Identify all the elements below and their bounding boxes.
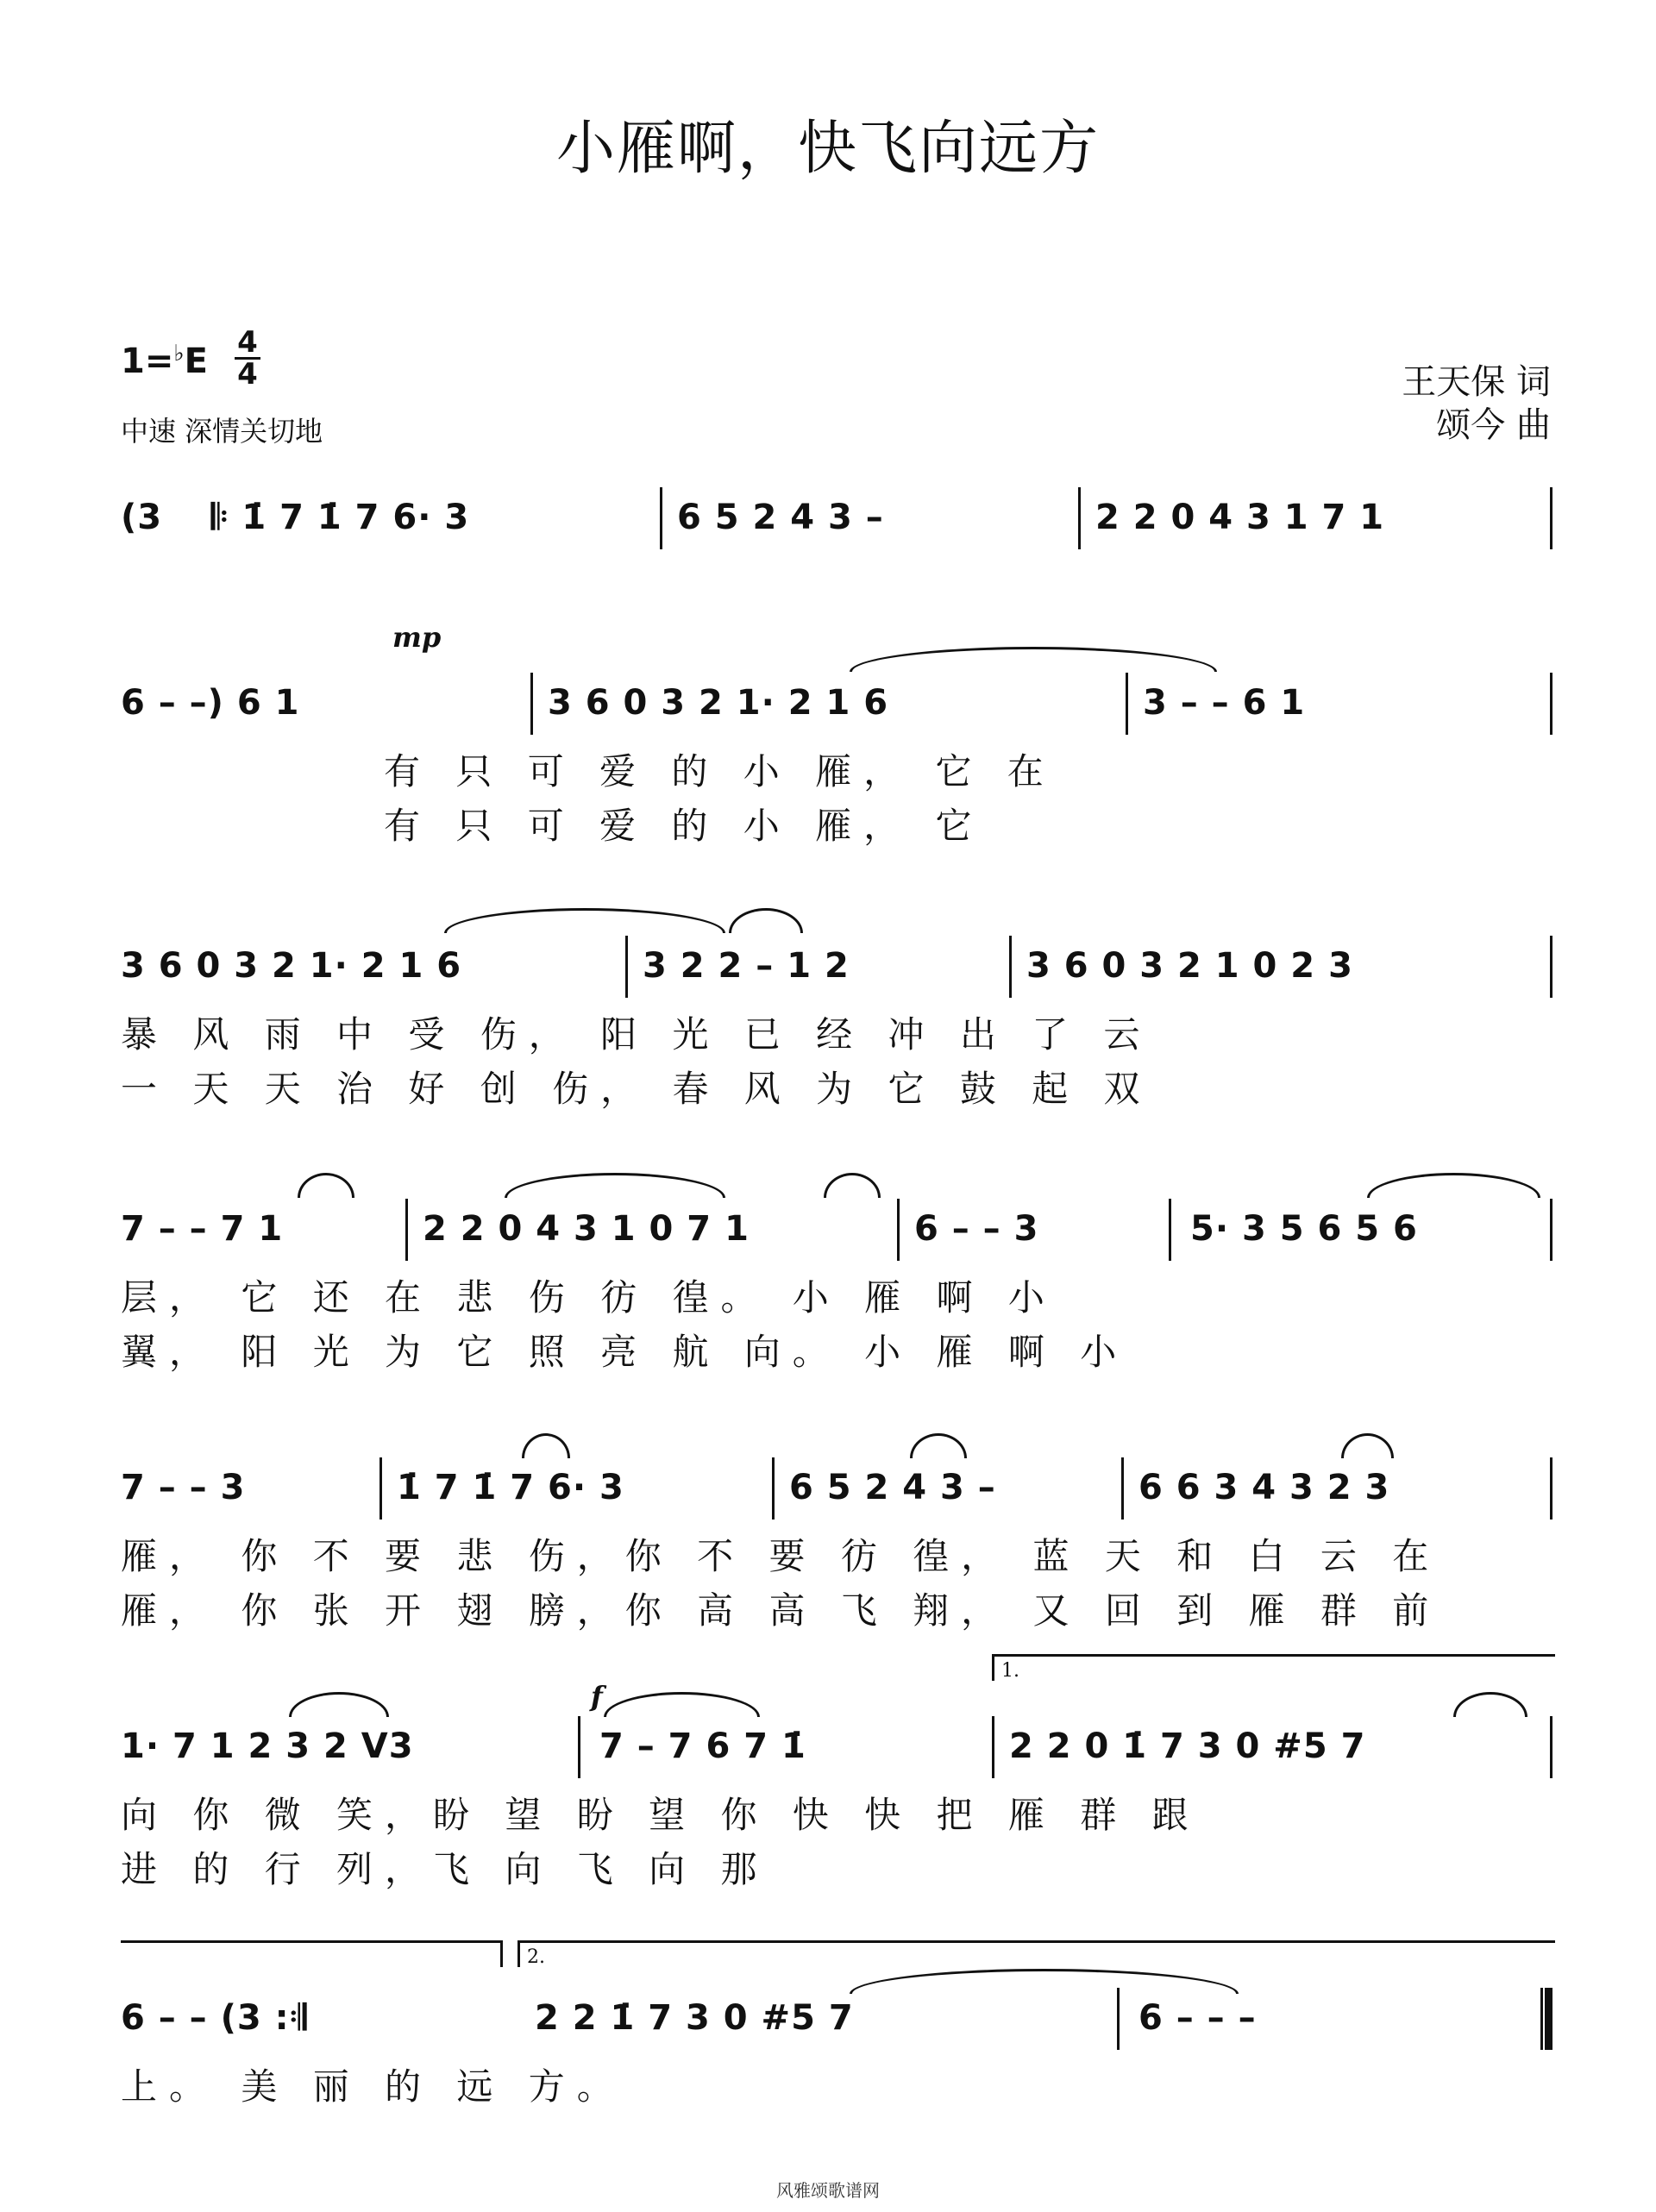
key-note: E <box>184 342 208 381</box>
slur <box>1341 1433 1394 1458</box>
notes-line <box>121 487 1552 548</box>
measure: 3 6 0 3 2 1· 2 1 6 <box>548 683 889 723</box>
measure: 6 – – (3 :𝄇 <box>121 1998 308 2038</box>
measure: (3 <box>121 498 163 537</box>
score-line-6 <box>121 1660 1552 1906</box>
notes-line <box>121 1988 1552 2048</box>
lyric-verse-1: 向 你 微 笑，盼 望 盼 望 你 快 快 把 雁 群 跟 <box>121 1794 1201 1836</box>
page-title: 小雁啊，快飞向远方 <box>555 115 1100 183</box>
score-line-1 <box>121 487 1552 591</box>
lyric-verse-1: 有 只 可 爱 的 小 雁， 它 在 <box>384 750 1056 793</box>
slur <box>1367 1173 1540 1198</box>
lyric-verse-2: 雁， 你 张 开 翅 膀，你 高 高 飞 翔， 又 回 到 雁 群 前 <box>121 1589 1441 1632</box>
measure: 5· 3 5 6 5 6 <box>1190 1209 1418 1249</box>
measure: 1· 7 1 2 3 2 V3 <box>121 1726 414 1766</box>
measure: 𝄆 1̇ 7 1̇ 7 6· 3 <box>211 498 470 537</box>
lyric-verse-1: 层， 它 还 在 悲 伤 彷 徨。 小 雁 啊 小 <box>121 1276 1057 1319</box>
dynamic-mark: f <box>591 1680 603 1713</box>
slur <box>910 1433 967 1458</box>
barline <box>1550 673 1552 735</box>
measure: 7 – – 3 <box>121 1468 246 1507</box>
barline <box>578 1716 580 1778</box>
time-bottom: 4 <box>235 357 260 389</box>
barline <box>1121 1457 1124 1520</box>
score-line-3 <box>121 936 1552 1125</box>
measure: 2 2 0 4 3 1 7 1 <box>1095 498 1385 537</box>
measure: 6 – – – <box>1138 1998 1257 2038</box>
slur <box>729 908 803 933</box>
measure: 6 6 3 4 3 2 3 <box>1138 1468 1390 1507</box>
barline <box>1009 936 1012 998</box>
measure: 3 – – 6 1 <box>1143 683 1306 723</box>
key-signature <box>121 341 208 381</box>
barline <box>1550 1716 1552 1778</box>
lyric-verse-1: 上。 美 丽 的 远 方。 <box>121 2065 625 2108</box>
measure: 6 5 2 4 3 – <box>789 1468 996 1507</box>
tempo-marking: 中速 深情关切地 <box>121 415 323 448</box>
time-top: 4 <box>237 325 258 360</box>
score-line-4 <box>121 1199 1552 1388</box>
notes-line <box>121 936 1552 996</box>
measure: 2 2 0 1̇ 7 3 0 #5 7 <box>1009 1726 1366 1766</box>
lyric-verse-1: 暴 风 雨 中 受 伤， 阳 光 已 经 冲 出 了 云 <box>121 1013 1152 1056</box>
barline <box>660 487 662 549</box>
barline <box>897 1199 900 1261</box>
slur <box>1453 1692 1527 1717</box>
volta-bracket-2 <box>518 1940 1555 1967</box>
barline <box>625 936 628 998</box>
measure: 1̇ 7 1̇ 7 6· 3 <box>397 1468 624 1507</box>
lyric-verse-1: 雁， 你 不 要 悲 伤，你 不 要 彷 徨， 蓝 天 和 白 云 在 <box>121 1535 1441 1577</box>
slur <box>824 1173 881 1198</box>
notes-line <box>121 1199 1552 1259</box>
score-line-7 <box>121 1946 1552 2109</box>
barline <box>1550 1457 1552 1520</box>
slur <box>850 647 1217 672</box>
final-barline <box>1540 1988 1552 2050</box>
dynamic-mark: mp <box>392 621 442 654</box>
measure: 6 – –) 6 1 <box>121 683 300 723</box>
barline <box>380 1457 382 1520</box>
measure: 2 2 0 4 3 1 0 7 1 <box>423 1209 750 1249</box>
lyric-verse-2: 有 只 可 爱 的 小 雁， 它 <box>384 805 984 847</box>
slur <box>289 1692 389 1717</box>
barline <box>405 1199 408 1261</box>
barline <box>772 1457 775 1520</box>
slur <box>298 1173 354 1198</box>
lyric-verse-2: 翼， 阳 光 为 它 照 亮 航 向。 小 雁 啊 小 <box>121 1331 1129 1373</box>
barline <box>1550 1199 1552 1261</box>
notes-line <box>121 1716 1552 1776</box>
lyric-verse-2: 一 天 天 治 好 创 伤， 春 风 为 它 鼓 起 双 <box>121 1068 1152 1110</box>
lyricist: 王天保 词 <box>1402 362 1551 402</box>
barline <box>1126 673 1128 735</box>
slur <box>604 1692 760 1717</box>
volta-bracket-1 <box>992 1654 1555 1681</box>
measure: 2 2 1̇ 7 3 0 #5 7 <box>535 1998 854 2038</box>
barline <box>992 1716 994 1778</box>
footer-watermark: 风雅颂歌谱网 <box>776 2180 880 2201</box>
measure: 7 – – 7 1 <box>121 1209 284 1249</box>
slur <box>522 1433 570 1458</box>
barline <box>1078 487 1081 549</box>
measure: 3 6 0 3 2 1· 2 1 6 <box>121 946 462 986</box>
volta-bracket-1-end <box>121 1940 503 1967</box>
volta-label: 1. <box>1001 1660 1019 1682</box>
composer: 颂今 曲 <box>1436 405 1551 445</box>
volta-label: 2. <box>527 1946 545 1968</box>
measure: 3 6 0 3 2 1 0 2 3 <box>1026 946 1353 986</box>
measure: 7 – 7 6 7 1̇ <box>599 1726 806 1766</box>
lyric-verse-2: 进 的 行 列，飞 向 飞 向 那 <box>121 1848 769 1890</box>
barline <box>1169 1199 1171 1261</box>
credits <box>1402 360 1551 447</box>
barline <box>1117 1988 1120 2050</box>
barline <box>530 673 533 735</box>
time-signature <box>235 325 260 392</box>
slur <box>505 1173 725 1198</box>
barline <box>1550 487 1552 549</box>
score-line-5 <box>121 1457 1552 1647</box>
slur <box>444 908 725 933</box>
key-label: 1= <box>121 342 174 381</box>
notes-line <box>121 673 1552 733</box>
flat-sign: ♭ <box>173 341 185 367</box>
score-line-2 <box>121 621 1552 862</box>
notes-line <box>121 1457 1552 1518</box>
measure: 6 – – 3 <box>914 1209 1039 1249</box>
measure: 3 2 2 – 1 2 <box>643 946 850 986</box>
barline <box>1550 936 1552 998</box>
measure: 6 5 2 4 3 – <box>677 498 884 537</box>
